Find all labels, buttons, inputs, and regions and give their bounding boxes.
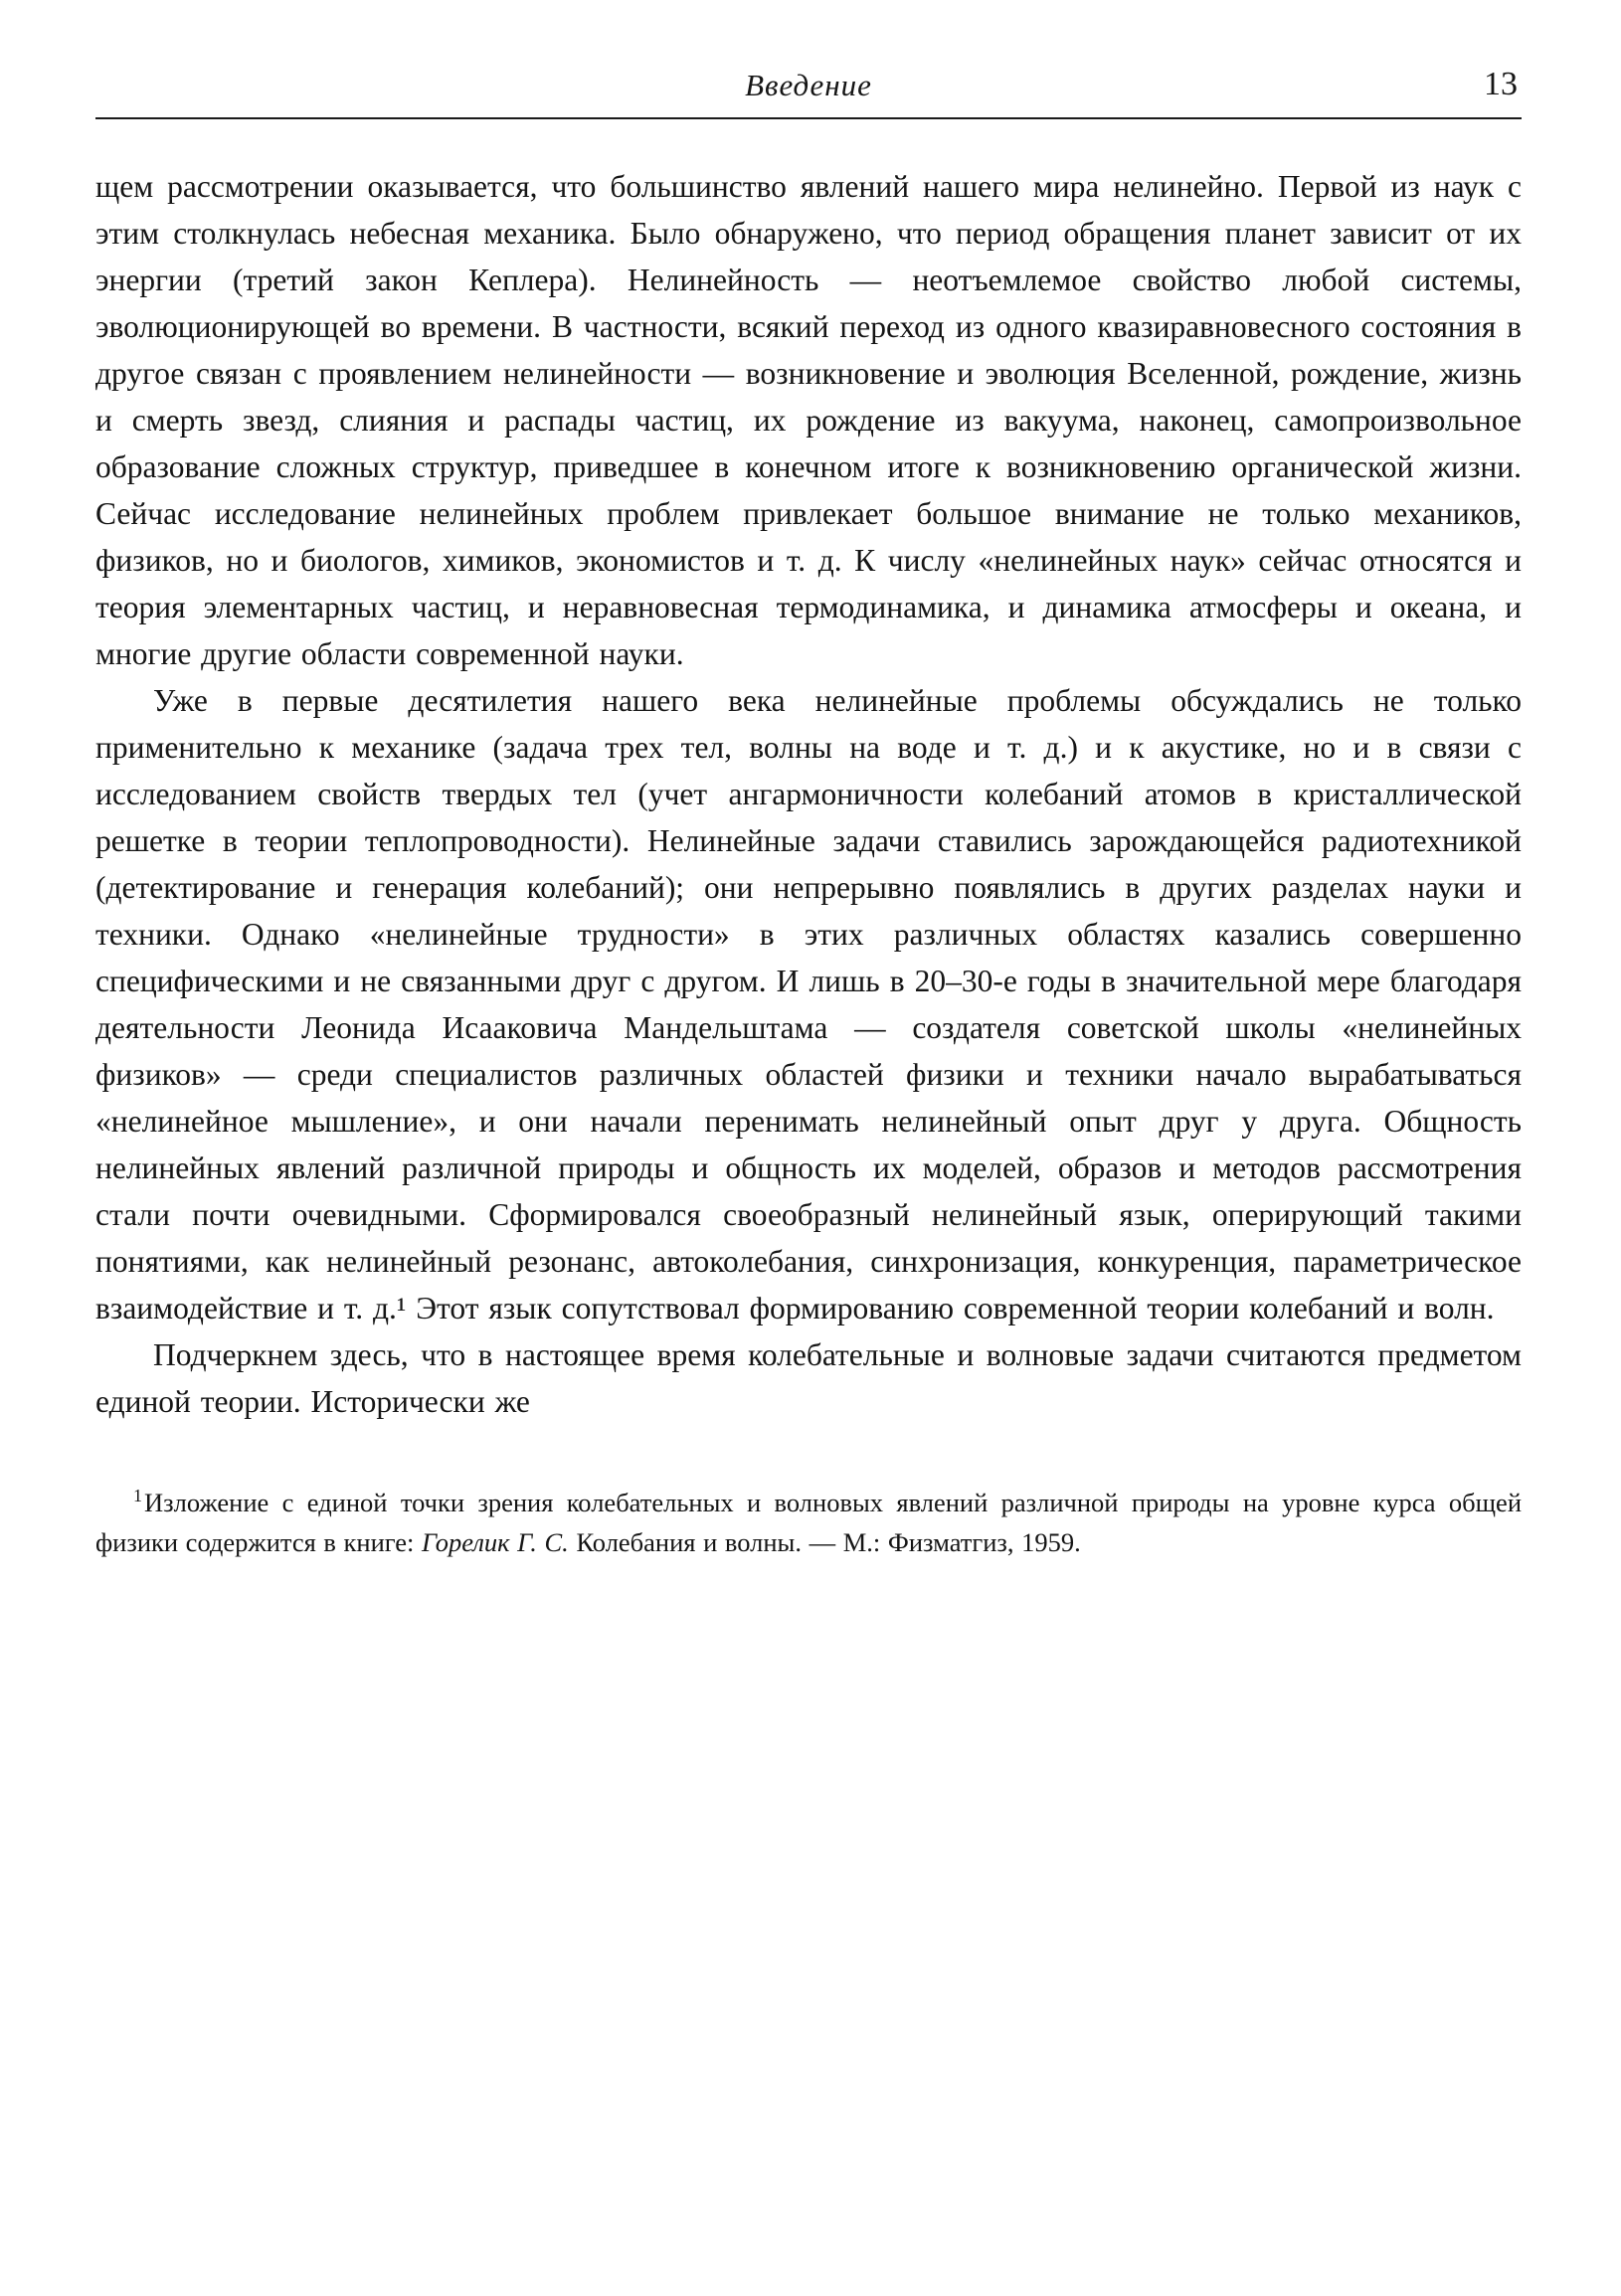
footnote-text-before: Изложение с единой точки зрения колебательных и волновых явлений различной природы на уровне курса общей физики содержится в книге: xyxy=(95,1488,1522,1557)
footnote-marker: 1 xyxy=(133,1486,143,1506)
page-body xyxy=(95,163,1522,1425)
footnote-text xyxy=(95,1483,1522,1562)
footnote xyxy=(95,1483,1522,1562)
header-rule xyxy=(95,117,1522,119)
page-header xyxy=(95,68,1522,111)
paragraph: Подчеркнем здесь, что в настоящее время колебательные и волновые задачи считаются предметом единой теории. Исторически же xyxy=(95,1337,1522,1419)
paragraph-continuation: щем рассмотрении оказывается, что большинство явлений нашего мира нелинейно. Первой из наук с этим столкнулась небесная механика. Было обнаружено, что период обращения планет зависит от их энергии (третий закон Кеплера). Нелинейность — неотъемлемое свойство любой системы, эволюционирующей во времени. В частности, всякий переход из одного квазиравновесного состояния в другое связан с проявлением нелинейности — возникновение и эволюция Вселенной, рождение, жизнь и смерть звезд, слияния и распады частиц, их рождение из вакуума, наконец, самопроизвольное образование сложных структур, приведшее в конечном итоге к возникновению органической жизни. Сейчас исследование нелинейных проблем привлекает большое внимание не только механиков, физиков, но и биологов, химиков, экономистов и т. д. К числу «нелинейных наук» сейчас относятся и теория элементарных частиц, и неравновесная термодинамика, и динамика атмосферы и океана, и многие другие области современной науки. xyxy=(95,169,1522,671)
running-title: Введение xyxy=(745,68,872,102)
footnote-text-after: Колебания и волны. — М.: Физматгиз, 1959. xyxy=(568,1527,1081,1557)
page-number: 13 xyxy=(1484,66,1518,102)
paragraph: Уже в первые десятилетия нашего века нелинейные проблемы обсуждались не только применительно к механике (задача трех тел, волны на воде и т. д.) и к акустике, но и в связи с исследованием свойств твердых тел (учет ангармоничности колебаний атомов в кристаллической решетке в теории теплопроводности). Нелинейные задачи ставились зарождающейся радиотехникой (детектирование и генерация колебаний); они непрерывно появлялись в других разделах науки и техники. Однако «нелинейные трудности» в этих различных областях казались совершенно специфическими и не связанными друг с другом. И лишь в 20–30-е годы в значительной мере благодаря деятельности Леонида Исааковича Мандельштама — создателя советской школы «нелинейных физиков» — среди специалистов различных областей физики и техники начало вырабатываться «нелинейное мышление», и они начали перенимать нелинейный опыт друг у друга. Общность нелинейных явлений различной природы и общность их моделей, образов и методов рассмотрения стали почти очевидными. Сформировался своеобразный нелинейный язык, оперирующий такими понятиями, как нелинейный резонанс, автоколебания, синхронизация, конкуренция, параметрическое взаимодействие и т. д.¹ Этот язык сопутствовал формированию современной теории колебаний и волн. xyxy=(95,683,1522,1325)
footnote-author: Горелик Г. С. xyxy=(422,1527,569,1557)
